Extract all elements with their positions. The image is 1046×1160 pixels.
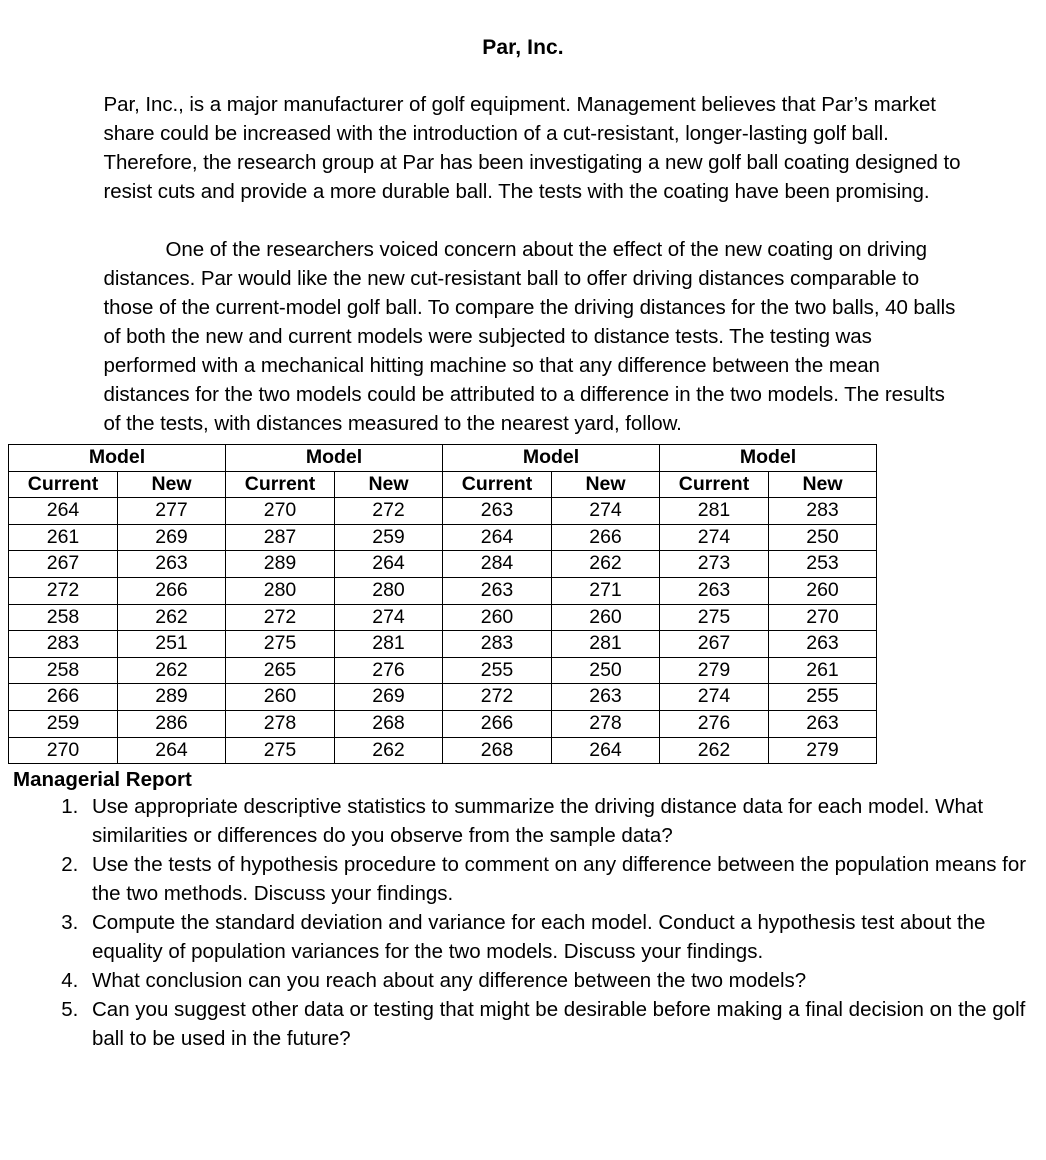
table-cell: 262 [118, 604, 226, 631]
table-cell: 260 [443, 604, 552, 631]
table-cell: 266 [9, 684, 118, 711]
table-cell: 258 [9, 657, 118, 684]
table-cell: 272 [443, 684, 552, 711]
table-row [9, 631, 877, 658]
table-cell: 277 [118, 498, 226, 525]
table-row [9, 737, 877, 764]
table-cell: 279 [660, 657, 769, 684]
table-cell: 263 [443, 577, 552, 604]
table-cell: 272 [335, 498, 443, 525]
group-header-2: Model [226, 445, 443, 472]
sub-header-current-3: Current [443, 471, 552, 498]
managerial-report-item: 2. Use the tests of hypothesis procedure to comment on any difference between the population means for the two methods. Discuss your findings. [84, 850, 1046, 908]
table-cell: 263 [660, 577, 769, 604]
managerial-report-item: 1. Use appropriate descriptive statistics to summarize the driving distance data for each model. What similarities or differences do you observe from the sample data? [84, 792, 1046, 850]
table-cell: 274 [660, 684, 769, 711]
table-cell: 275 [226, 737, 335, 764]
table-cell: 279 [769, 737, 877, 764]
table-row [9, 657, 877, 684]
table-cell: 274 [660, 524, 769, 551]
page-title: Par, Inc. [482, 36, 564, 59]
table-cell: 263 [118, 551, 226, 578]
group-header-3: Model [443, 445, 660, 472]
table-cell: 262 [660, 737, 769, 764]
table-group-header-row [9, 445, 877, 472]
table-cell: 262 [118, 657, 226, 684]
table-cell: 263 [769, 710, 877, 737]
managerial-report-item: 3. Compute the standard deviation and variance for each model. Conduct a hypothesis test about the equality of population variances for the two models. Discuss your findings. [84, 908, 1046, 966]
table-cell: 266 [443, 710, 552, 737]
table-cell: 259 [335, 524, 443, 551]
table-cell: 275 [660, 604, 769, 631]
table-cell: 276 [660, 710, 769, 737]
table-cell: 261 [9, 524, 118, 551]
table-cell: 286 [118, 710, 226, 737]
table-cell: 255 [769, 684, 877, 711]
document-body [83, 90, 964, 438]
table-cell: 278 [552, 710, 660, 737]
table-cell: 283 [443, 631, 552, 658]
context-paragraph: One of the researchers voiced concern about the effect of the new coating on driving distances. Par would like the new cut-resistant ball to offer driving distances comparable to those of the current-model golf ball. To compare the driving distances for the two balls, 40 balls of both the new and current models were subjected to distance tests. The testing was performed with a mechanical hitting machine so that any difference between the mean distances for the two models could be attributed to a difference in the two models. The results of the tests, with distances measured to the nearest yard, follow. [103, 238, 956, 435]
table-cell: 264 [118, 737, 226, 764]
table-cell: 253 [769, 551, 877, 578]
table-sub-header-row [9, 471, 877, 498]
table-cell: 289 [226, 551, 335, 578]
table-cell: 260 [769, 577, 877, 604]
table-cell: 283 [9, 631, 118, 658]
table-cell: 260 [552, 604, 660, 631]
sub-header-current-1: Current [9, 471, 118, 498]
managerial-report-list [0, 792, 1046, 1053]
managerial-report-heading: Managerial Report [13, 768, 192, 792]
driving-distance-table [8, 444, 877, 764]
table-cell: 276 [335, 657, 443, 684]
table-cell: 266 [118, 577, 226, 604]
table-cell: 264 [335, 551, 443, 578]
table-cell: 283 [769, 498, 877, 525]
table-cell: 264 [443, 524, 552, 551]
table-row [9, 498, 877, 525]
table-cell: 272 [9, 577, 118, 604]
sub-header-new-1: New [118, 471, 226, 498]
table-cell: 275 [226, 631, 335, 658]
table-cell: 268 [443, 737, 552, 764]
table-cell: 280 [335, 577, 443, 604]
table-cell: 287 [226, 524, 335, 551]
table-cell: 260 [226, 684, 335, 711]
table-cell: 258 [9, 604, 118, 631]
table-cell: 281 [552, 631, 660, 658]
table-cell: 270 [769, 604, 877, 631]
table-cell: 263 [443, 498, 552, 525]
table-cell: 255 [443, 657, 552, 684]
sub-header-new-3: New [552, 471, 660, 498]
table-row [9, 551, 877, 578]
table-cell: 250 [769, 524, 877, 551]
table-cell: 268 [335, 710, 443, 737]
table-cell: 263 [769, 631, 877, 658]
group-header-1: Model [9, 445, 226, 472]
table-cell: 264 [9, 498, 118, 525]
sub-header-new-2: New [335, 471, 443, 498]
table-cell: 270 [9, 737, 118, 764]
sub-header-current-4: Current [660, 471, 769, 498]
table-row [9, 524, 877, 551]
table-cell: 273 [660, 551, 769, 578]
table-row [9, 684, 877, 711]
table-cell: 265 [226, 657, 335, 684]
table-cell: 262 [552, 551, 660, 578]
table-header [9, 445, 877, 498]
table-cell: 259 [9, 710, 118, 737]
managerial-report-item: 4. What conclusion can you reach about any difference between the two models? [84, 966, 1046, 995]
table-cell: 272 [226, 604, 335, 631]
table-cell: 267 [9, 551, 118, 578]
table-cell: 251 [118, 631, 226, 658]
table-cell: 271 [552, 577, 660, 604]
table-cell: 263 [552, 684, 660, 711]
table-cell: 284 [443, 551, 552, 578]
managerial-report-item: 5. Can you suggest other data or testing that might be desirable before making a final decision on the golf ball to be used in the future? [84, 995, 1046, 1053]
table-cell: 278 [226, 710, 335, 737]
table-cell: 269 [335, 684, 443, 711]
table-cell: 261 [769, 657, 877, 684]
sub-header-current-2: Current [226, 471, 335, 498]
table-row [9, 604, 877, 631]
table-cell: 267 [660, 631, 769, 658]
table-cell: 274 [335, 604, 443, 631]
table-cell: 281 [335, 631, 443, 658]
table-cell: 266 [552, 524, 660, 551]
sub-header-new-4: New [769, 471, 877, 498]
table-cell: 281 [660, 498, 769, 525]
table-row [9, 577, 877, 604]
table-cell: 270 [226, 498, 335, 525]
driving-distance-table-wrapper [0, 444, 1046, 764]
table-body [9, 498, 877, 764]
table-cell: 262 [335, 737, 443, 764]
group-header-4: Model [660, 445, 877, 472]
table-cell: 280 [226, 577, 335, 604]
table-cell: 264 [552, 737, 660, 764]
table-cell: 250 [552, 657, 660, 684]
table-cell: 274 [552, 498, 660, 525]
intro-paragraph: Par, Inc., is a major manufacturer of golf equipment. Management believes that Par’s market share could be increased with the introduction of a cut-resistant, longer-lasting golf ball. Therefore, the research group at Par has been investigating a new golf ball coating designed to resist cuts and provide a more durable ball. The tests with the coating have been promising. [103, 93, 961, 203]
table-row [9, 710, 877, 737]
table-cell: 269 [118, 524, 226, 551]
table-cell: 289 [118, 684, 226, 711]
